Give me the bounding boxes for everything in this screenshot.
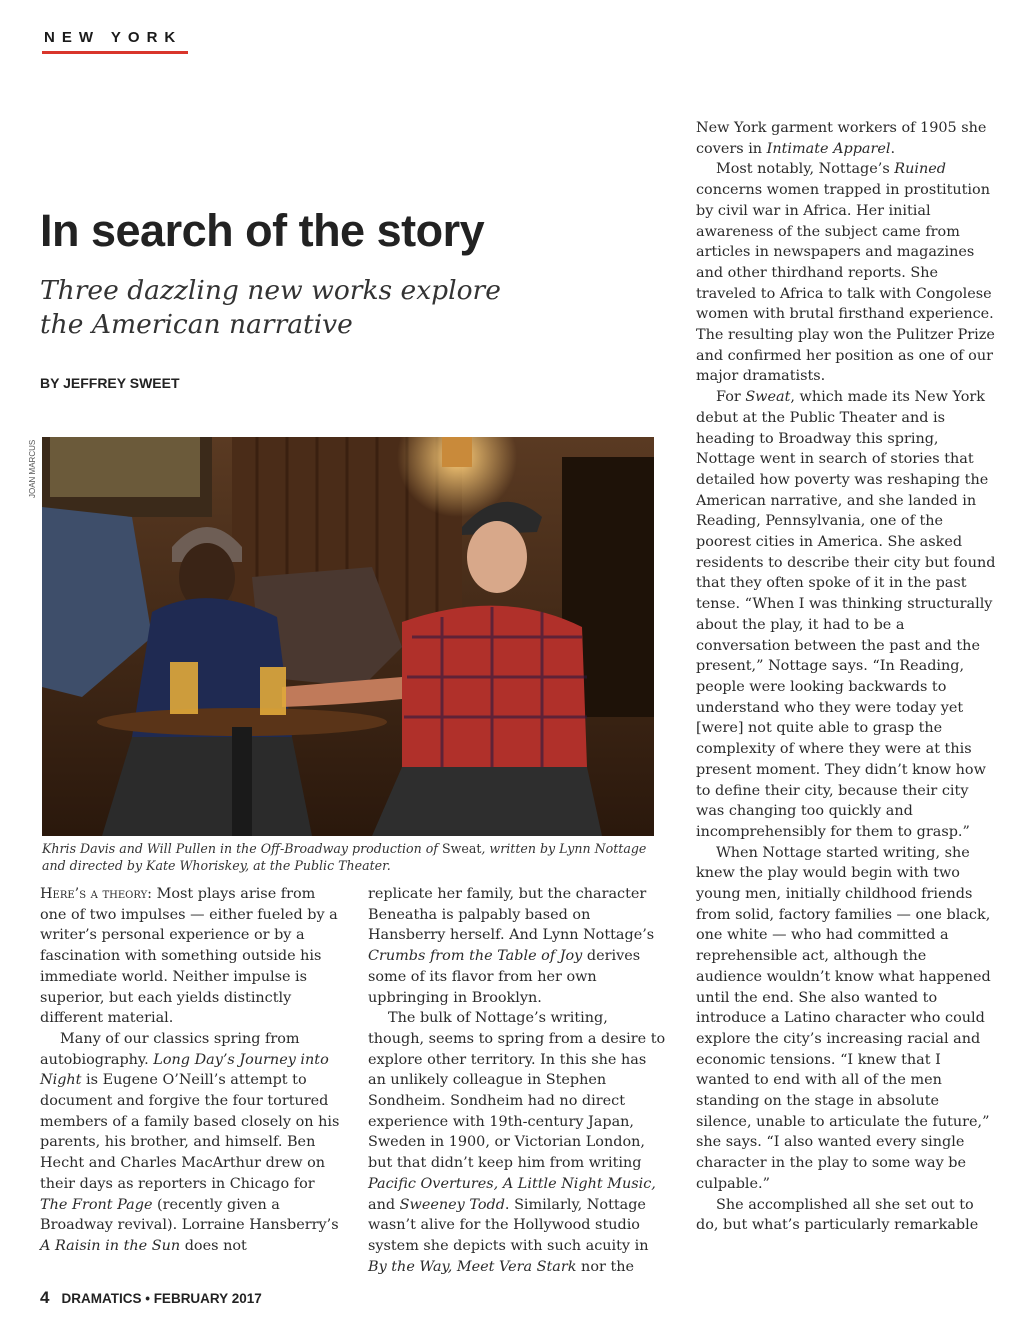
deck	[40, 274, 580, 342]
text: The bulk of Nottage’s writing, though, seems to spring from a desire to explore other territory. In this she has an unlikely colleague in Stephen Sondheim. Sondheim had no direct experience with 19th-century Japan, Sweden in 1900, or Victorian London, but that didn’t keep him from writing	[368, 1010, 666, 1172]
deck-line: Three dazzling new works explore	[40, 275, 501, 306]
work-title: Pacific Overtures, A Little Night Music,	[368, 1175, 656, 1192]
text: replicate her family, but the character Beneatha is palpably based on Hansberry herself. And Lynn Nottage’s	[368, 886, 655, 944]
paragraph: When Nottage started writing, she knew the play would begin with two young men, initially childhood friends from solid, factory families — one black, one white — who had committed a reprehensible act, although the audience wouldn’t know what happened until the end. She also wanted to introduce a Latino character who could explore the city’s increasing racial and economic tensions. “I knew that I wanted to end with all of the men standing on the stage in absolute silence, unable to articulate the future,” she says. “I also wanted every single character in the play to some way be culpable.”	[696, 844, 991, 1192]
text: , which made its New York debut at the Public Theater and is heading to Broadway this spring, Nottage went in search of stories that detailed how poverty was reshaping the American narrative, and she landed in Reading, Pennsylvania, one of the poorest cities in America. She asked residents to describe their city but found that they often spoke of it in the past tense. “When I was thinking structurally about the play, it had to be a conversation between the past and the present,” Nottage says. “In Reading, people were looking backwards to understand who they were today yet [were] not quite able to grasp the complexity of where they were at this present moment. They didn’t know how to define their city, because their city was changing too quickly and incomprehensibly for them to grasp.”	[696, 389, 996, 840]
text: New York garment workers of 1905 she covers in	[696, 120, 987, 157]
text: does not	[180, 1237, 247, 1254]
paragraph	[40, 884, 340, 1029]
caption-text: , written by Lynn Nottage and directed by Kate Whoriskey, at the Public Theater.	[42, 841, 647, 873]
work-title: Intimate Apparel	[766, 140, 891, 157]
text: is Eugene O’Neill’s attempt to document and forgive the four tortured members of a family based closely on his parents, his brother, and himself. Ben Hecht and Charles MacArthur drew on their days as reporters in Chicago for	[40, 1072, 340, 1192]
text: Most notably, Nottage’s	[716, 161, 895, 178]
text: derives some of its flavor from her own upbringing in Brooklyn.	[368, 948, 641, 1006]
work-title: By the Way, Meet Vera Stark	[368, 1258, 577, 1275]
lead-in: Here’s a theory:	[40, 886, 153, 902]
work-title: Sweat	[745, 389, 791, 406]
text: nor the	[576, 1258, 635, 1275]
paragraph	[368, 884, 668, 1008]
publication-line: DRAMATICS • FEBRUARY 2017	[61, 1291, 262, 1306]
text: . Similarly, Nottage wasn’t alive for the Hollywood studio system she depicts with such acuity in	[368, 1196, 649, 1254]
section-rule	[42, 51, 188, 54]
paragraph: She accomplished all she set out to do, but what’s particularly remarkable	[696, 1196, 979, 1234]
paragraph	[368, 1008, 668, 1277]
caption-title: Sweat	[441, 841, 482, 856]
text: Many of our classics spring from autobiography.	[40, 1030, 300, 1068]
paragraph	[696, 118, 996, 159]
production-photo-illustration	[42, 437, 654, 836]
work-title: Crumbs from the Table of Joy	[368, 948, 583, 965]
page-number: 4	[40, 1288, 50, 1307]
page-footer	[40, 1288, 262, 1308]
section-label: NEW YORK	[44, 29, 183, 46]
production-photo	[42, 437, 654, 836]
body-column-3	[696, 118, 996, 1236]
text: Most plays arise from one of two impulses — either fueled by a writer’s personal experience or by a fascination with something outside his immediate world. Neither impulse is superior, but each yields distinctly different material.	[40, 886, 338, 1027]
body-column-2	[368, 884, 668, 1277]
body-column-1	[40, 884, 340, 1257]
text: concerns women trapped in prostitution by civil war in Africa. Her initial awareness of the subject came from articles in newspapers and magazines and other thirdhand reports. She traveled to Africa to talk with Congolese women with brutal firsthand experience. The resulting play won the Pulitzer Prize and confirmed her position as one of our major dramatists.	[696, 182, 995, 385]
text: For	[716, 389, 746, 406]
paragraph	[696, 159, 996, 387]
work-title: A Raisin in the Sun	[40, 1237, 181, 1254]
work-title: The Front Page	[40, 1196, 153, 1213]
byline: BY JEFFREY SWEET	[40, 375, 180, 391]
work-title: Long Day’s Journey into Night	[40, 1051, 329, 1089]
text: .	[890, 140, 896, 157]
work-title: Ruined	[894, 161, 946, 178]
text: (recently given a Broadway revival). Lorraine Hansberry’s	[40, 1196, 339, 1234]
deck-line: the American narrative	[40, 309, 353, 340]
paragraph	[40, 1029, 340, 1257]
caption-text: Khris Davis and Will Pullen in the Off-Broadway production of	[42, 841, 442, 856]
headline: In search of the story	[40, 205, 485, 256]
photo-caption	[42, 840, 654, 874]
photo-credit-text: JOAN MARCUS	[28, 439, 37, 498]
work-title: Sweeney Todd	[399, 1196, 505, 1213]
text: and	[368, 1196, 400, 1213]
paragraph	[696, 387, 996, 842]
photo-credit	[28, 438, 40, 498]
